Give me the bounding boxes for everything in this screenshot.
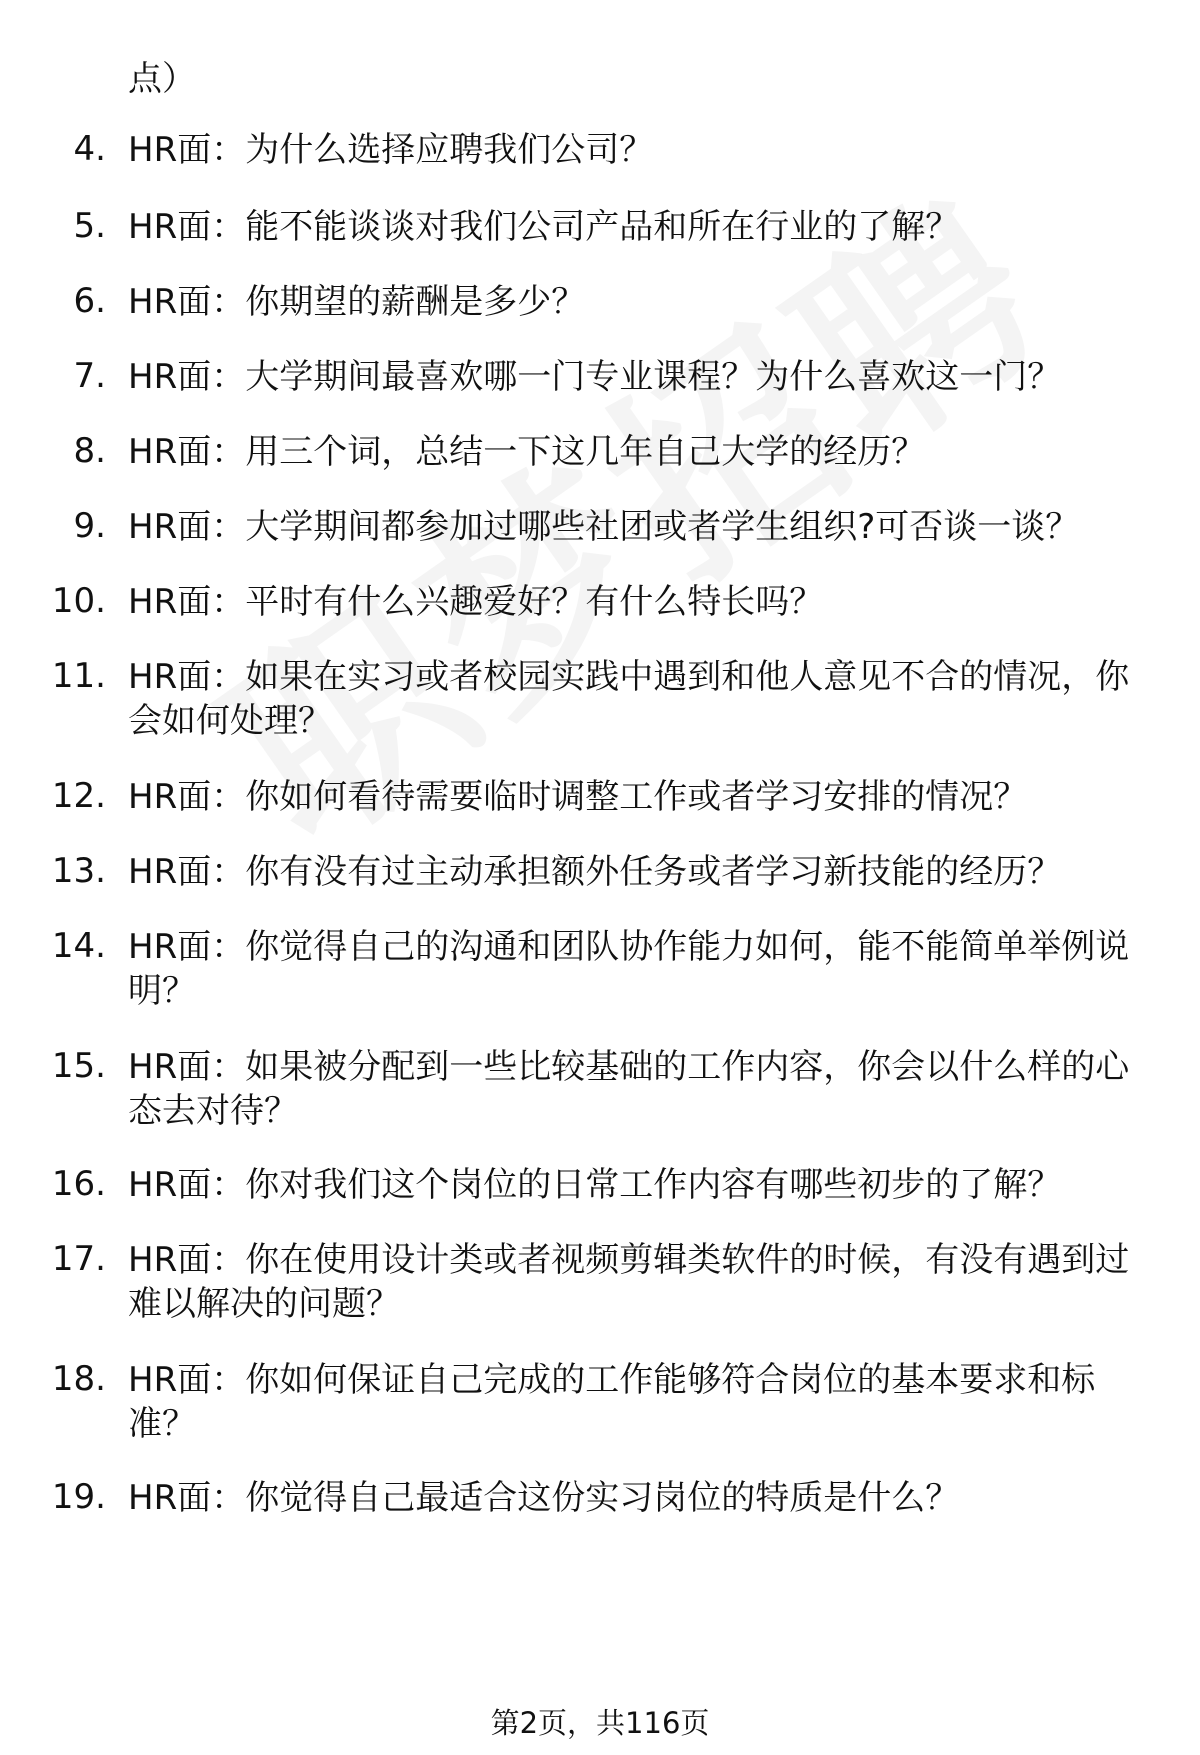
- item-text: HR面：你觉得自己的沟通和团队协作能力如何，能不能简单举例说明？: [128, 927, 1130, 1011]
- item-text: HR面：如果在实习或者校园实践中遇到和他人意见不合的情况，你会如何处理？: [128, 657, 1130, 741]
- continued-text: 点）: [128, 59, 196, 99]
- item-text: HR面：能不能谈谈对我们公司产品和所在行业的了解？: [128, 207, 960, 247]
- item-number: 12.: [51, 776, 106, 816]
- item-text: HR面：你期望的薪酬是多少？: [128, 282, 586, 322]
- item-text: HR面：你如何看待需要临时调整工作或者学习安排的情况？: [128, 777, 1028, 817]
- item-text: HR面：用三个词，总结一下这几年自己大学的经历？: [128, 432, 926, 472]
- item-number: 17.: [51, 1239, 106, 1279]
- item-number: 7.: [73, 356, 106, 396]
- item-number: 19.: [51, 1477, 106, 1517]
- item-number: 18.: [51, 1359, 106, 1399]
- item-number: 9.: [73, 506, 106, 546]
- item-text: HR面：你对我们这个岗位的日常工作内容有哪些初步的了解？: [128, 1165, 1062, 1205]
- item-text: HR面：平时有什么兴趣爱好？有什么特长吗？: [128, 582, 824, 622]
- item-text: HR面：为什么选择应聘我们公司？: [128, 130, 654, 170]
- item-text: HR面：如果被分配到一些比较基础的工作内容，你会以什么样的心态去对待？: [128, 1047, 1130, 1131]
- item-number: 13.: [51, 851, 106, 891]
- item-text: HR面：你在使用设计类或者视频剪辑类软件的时候，有没有遇到过难以解决的问题？: [128, 1240, 1130, 1324]
- item-number: 10.: [51, 581, 106, 621]
- item-text: HR面：大学期间都参加过哪些社团或者学生组织?可否谈一谈？: [128, 507, 1080, 547]
- page-footer: 第2页，共116页: [490, 1706, 710, 1740]
- item-number: 14.: [51, 926, 106, 966]
- item-text: HR面：你如何保证自己完成的工作能够符合岗位的基本要求和标准？: [128, 1360, 1096, 1444]
- item-text: HR面：大学期间最喜欢哪一门专业课程？为什么喜欢这一门？: [128, 357, 1062, 397]
- item-number: 6.: [73, 281, 106, 321]
- item-number: 5.: [73, 206, 106, 246]
- item-number: 8.: [73, 431, 106, 471]
- item-number: 15.: [51, 1046, 106, 1086]
- item-number: 16.: [51, 1164, 106, 1204]
- item-text: HR面：你有没有过主动承担额外任务或者学习新技能的经历？: [128, 852, 1062, 892]
- item-number: 4.: [73, 129, 106, 169]
- item-number: 11.: [51, 656, 106, 696]
- item-text: HR面：你觉得自己最适合这份实习岗位的特质是什么？: [128, 1478, 960, 1518]
